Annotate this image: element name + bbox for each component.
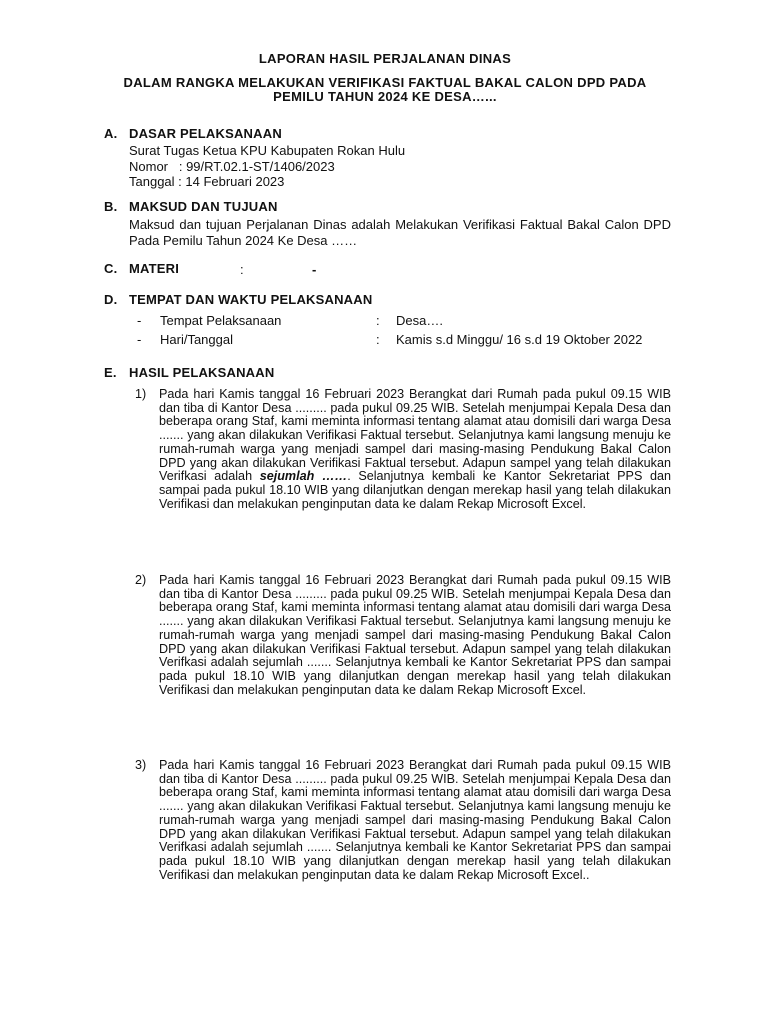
- section-b-title: MAKSUD DAN TUJUAN: [129, 199, 278, 214]
- field-value: Desa….: [396, 313, 443, 328]
- field-colon: :: [376, 313, 380, 328]
- section-e-letter: E.: [104, 365, 117, 380]
- section-a-title: DASAR PELAKSANAAN: [129, 126, 282, 141]
- section-a-line: Tanggal : 14 Februari 2023: [129, 174, 285, 189]
- result-item-emphasis: sejumlah ……: [259, 469, 348, 484]
- result-item-text: [159, 388, 671, 511]
- section-a-letter: A.: [104, 126, 118, 141]
- result-item-text: Pada hari Kamis tanggal 16 Februari 2023 Berangkat dari Rumah pada pukul 09.15 WIB dan tiba di Kantor Desa ......... pada pukul 09.25 WIB. Setelah menjumpai Kepala Desa dan beberapa orang Staf, kami meminta informasi tentang alamat atau domisili dari warga Desa ....... yang akan dilakukan Verifikasi Faktual tersebut. Selanjutnya kami langsung menuju ke rumah-rumah warga yang menjadi sampel dari masing-masing Pendukung Bakal Calon DPD yang akan dilakukan Verifikasi Faktual tersebut. Adapun sampel yang telah dilakukan Verifkasi adalah sejumlah ....... Selanjutnya kembali ke Kantor Sekretariat PPS dan sampai pada pukul 18.10 WIB yang dilanjutkan dengan merekap hasil yang telah dilakukan Verifikasi dan melakukan penginputan data ke dalam Rekap Microsoft Excel.: [159, 573, 671, 697]
- section-b-body: Maksud dan tujuan Perjalanan Dinas adalah Melakukan Verifikasi Faktual Bakal Calon DPD Pada Pemilu Tahun 2024 Ke Desa ……: [129, 217, 671, 248]
- result-item-text-after: . Selanjutnya kembali ke Kantor Sekretariat PPS dan sampai pada pukul 18.10 WIB yang dilanjutkan dengan merekap hasil yang telah dilakukan Verifikasi dan melakukan penginputan data ke dalam Rekap Microsoft Excel.: [159, 469, 672, 511]
- field-colon: :: [376, 332, 380, 347]
- field-label: Hari/Tanggal: [160, 332, 233, 347]
- field-row-tempat: [137, 313, 443, 328]
- field-dash: -: [137, 313, 142, 328]
- section-d-title: TEMPAT DAN WAKTU PELAKSANAAN: [129, 292, 373, 307]
- section-e-heading: [104, 366, 274, 380]
- section-c-value: -: [312, 262, 317, 277]
- result-item-text-before: Pada hari Kamis tanggal 16 Februari 2023 Berangkat dari Rumah pada pukul 09.15 WIB dan tiba di Kantor Desa ......... pada pukul 09.25 WIB. Setelah menjumpai Kepala Desa dan beberapa orang Staf, kami meminta informasi tentang alamat atau domisili dari warga Desa ....... yang akan dilakukan Verifikasi Faktual tersebut. Selanjutnya kami langsung menuju ke rumah-rumah warga yang menjadi sampel dari masing-masing Pendukung Bakal Calon DPD yang akan dilakukan Verifikasi Faktual tersebut. Adapun sampel yang telah dilakukan Verifkasi adalah: [159, 387, 671, 484]
- section-c-colon: :: [240, 262, 244, 277]
- title-line-1: LAPORAN HASIL PERJALANAN DINAS: [258, 51, 512, 66]
- section-c-letter: C.: [104, 261, 118, 276]
- result-item-number: 3): [135, 758, 147, 772]
- result-item-number: 1): [135, 387, 147, 401]
- section-d-letter: D.: [104, 292, 118, 307]
- section-a-heading: [104, 127, 282, 141]
- field-value: Kamis s.d Minggu/ 16 s.d 19 Oktober 2022: [396, 332, 643, 347]
- section-a-line: Nomor : 99/RT.02.1-ST/1406/2023: [129, 158, 335, 174]
- section-a-body: [129, 143, 671, 190]
- result-item-2: [135, 574, 671, 697]
- title-line-3: PEMILU TAHUN 2024 KE DESA…...: [273, 89, 497, 104]
- section-a-line: Surat Tugas Ketua KPU Kabupaten Rokan Hulu: [129, 143, 406, 158]
- section-b-heading: [104, 200, 278, 214]
- result-item-3: [135, 759, 671, 882]
- title-line-2: DALAM RANGKA MELAKUKAN VERIFIKASI FAKTUAL BAKAL CALON DPD PADA: [123, 75, 647, 90]
- document-title: [100, 52, 670, 104]
- result-item-1: [135, 388, 671, 511]
- field-label: Tempat Pelaksanaan: [160, 313, 282, 328]
- field-dash: -: [137, 332, 142, 347]
- section-b-letter: B.: [104, 199, 118, 214]
- result-item-text: Pada hari Kamis tanggal 16 Februari 2023 Berangkat dari Rumah pada pukul 09.15 WIB dan tiba di Kantor Desa ......... pada pukul 09.25 WIB. Setelah menjumpai Kepala Desa dan beberapa orang Staf, kami meminta informasi tentang alamat atau domisili dari warga Desa ....... yang akan dilakukan Verifikasi Faktual tersebut. Selanjutnya kami langsung menuju ke rumah-rumah warga yang menjadi sampel dari masing-masing Pendukung Bakal Calon DPD yang akan dilakukan Verifikasi Faktual tersebut. Adapun sampel yang telah dilakukan Verifkasi adalah sejumlah ....... Selanjutnya kembali ke Kantor Sekretariat PPS dan sampai pada pukul 18.10 WIB yang dilanjutkan dengan merekap hasil yang telah dilakukan Verifikasi dan melakukan penginputan data ke dalam Rekap Microsoft Excel..: [159, 758, 671, 882]
- section-e-title: HASIL PELAKSANAAN: [129, 365, 275, 380]
- section-d-heading: [104, 293, 372, 307]
- section-c-title: MATERI: [129, 261, 180, 276]
- section-c-value-row: [0, 262, 768, 278]
- result-item-number: 2): [135, 573, 147, 587]
- field-row-hari-tanggal: [137, 332, 642, 347]
